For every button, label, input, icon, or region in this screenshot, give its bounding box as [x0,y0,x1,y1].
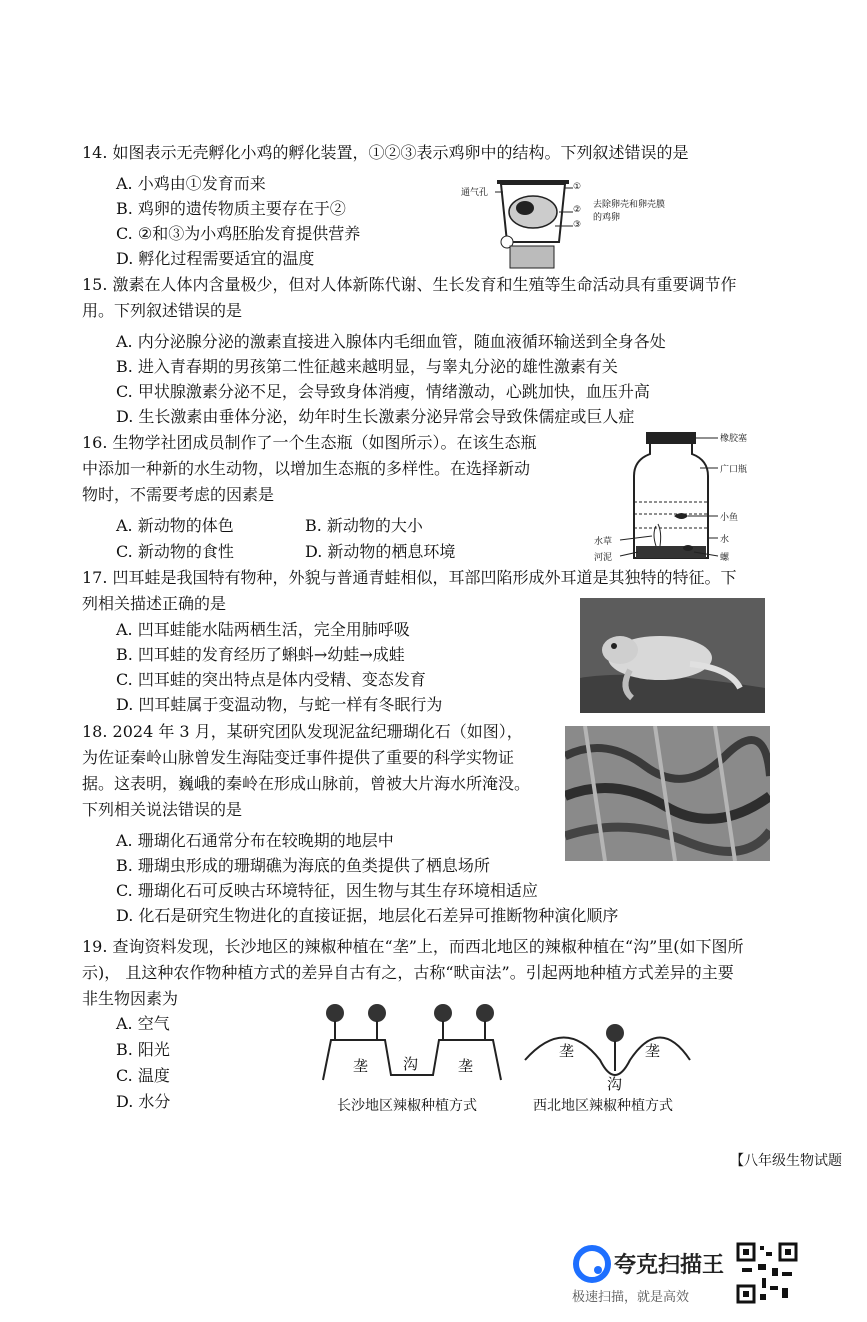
q15-option-a: A. 内分泌腺分泌的激素直接进入腺体内毛细血管，随血液循环输送到全身各处 [116,332,666,351]
q17-stem-line2: 列相关描述正确的是 [82,594,227,613]
scanner-logo-icon [572,1244,612,1284]
q19-stem-line2: 示)， 且这种农作物种植方式的差异自古有之，古称“畎亩法”。引起两地种植方式差异的主要 [82,963,734,982]
q15-stem-line2: 用。下列叙述错误的是 [82,301,243,320]
q19-option-b: B. 阳光 [116,1040,170,1059]
q14-incubator-figure [455,172,666,272]
q19-stem-line3: 非生物因素为 [82,989,179,1008]
egg-desc-label-1: 去除卵壳和卵壳膜 [593,200,666,210]
qr-code-icon [736,1242,798,1304]
q15-option-b: B. 进入青春期的男孩第二性征越来越明显，与睾丸分泌的雄性激素有关 [116,357,618,376]
q18-option-d: D. 化石是研究生物进化的直接证据，地层化石差异可推断物种演化顺序 [116,906,619,925]
q17-option-b: B. 凹耳蛙的发育经历了蝌蚪→幼蛙→成蛙 [116,645,405,664]
structure-2-label: ② [573,205,582,215]
q18-stem-line3: 据。这表明，巍峨的秦岭在形成山脉前，曾被大片海水所淹没。 [82,774,531,793]
q16-option-a: A. 新动物的体色 [116,516,234,535]
eco-jar-diagram [590,428,770,568]
structure-1-label: ① [573,182,582,192]
q19-option-c: C. 温度 [116,1066,170,1085]
water-label: 水 [720,535,730,545]
coral-fossil-photo [565,726,770,861]
changsha-ridge-2: 垄 [458,1057,474,1075]
q19-option-d: D. 水分 [116,1092,171,1111]
q17-option-c: C. 凹耳蛙的突出特点是体内受精、变态发育 [116,670,426,689]
mud-label: 河泥 [594,553,613,563]
q14-stem: 14. 如图表示无壳孵化小鸡的孵化装置，①②③表示鸡卵中的结构。下列叙述错误的是 [82,143,689,162]
northwest-ridge-1: 垄 [559,1042,575,1060]
weed-label: 水草 [594,537,613,547]
scanner-slogan: 极速扫描，就是高效 [572,1290,690,1305]
q16-option-d: D. 新动物的栖息环境 [305,542,456,561]
changsha-caption: 长沙地区辣椒种植方式 [337,1098,477,1114]
frog-photo [580,598,765,713]
q16-stem-line3: 物时，不需要考虑的因素是 [82,485,275,504]
q17-stem-line1: 17. 凹耳蛙是我国特有物种，外貌与普通青蛙相似，耳部凹陷形成外耳道是其独特的特征。下 [82,568,737,587]
q17-option-d: D. 凹耳蛙属于变温动物，与蛇一样有冬眠行为 [116,695,443,714]
changsha-ridge-1: 垄 [353,1057,369,1075]
coral-fossil-image [565,726,770,861]
q16-stem-line1: 16. 生物学社团成员制作了一个生态瓶（如图所示）。在该生态瓶 [82,433,537,452]
northwest-ditch: 沟 [607,1075,623,1093]
q18-stem-line2: 为佐证秦岭山脉曾发生海陆变迁事件提供了重要的科学实物证 [82,748,515,767]
q14-option-a: A. 小鸡由①发育而来 [116,174,266,193]
q18-option-c: C. 珊瑚化石可反映古环境特征，因生物与其生存环境相适应 [116,881,538,900]
q14-option-b: B. 鸡卵的遗传物质主要存在于② [116,199,346,218]
q16-eco-jar-figure [590,428,770,568]
q14-option-c: C. ②和③为小鸡胚胎发育提供营养 [116,224,361,243]
stopper-label: 橡胶塞 [720,434,748,444]
northwest-caption: 西北地区辣椒种植方式 [533,1098,673,1114]
q18-stem-line4: 下列相关说法错误的是 [82,800,243,819]
q15-option-d: D. 生长激素由垂体分泌，幼年时生长激素分泌异常会导致侏儒症或巨人症 [116,407,635,426]
q15-option-c: C. 甲状腺激素分泌不足，会导致身体消瘦，情绪激动，心跳加快，血压升高 [116,382,650,401]
q19-option-a: A. 空气 [116,1014,170,1033]
q17-option-a: A. 凹耳蛙能水陆两栖生活，完全用肺呼吸 [116,620,410,639]
changsha-ditch: 沟 [403,1055,419,1073]
scanner-watermark [570,1242,867,1312]
vent-label: 通气孔 [461,188,489,198]
q19-planting-figure [315,995,695,1120]
q18-stem-line1: 18. 2024 年 3 月，某研究团队发现泥盆纪珊瑚化石（如图）， [82,722,523,741]
q16-option-b: B. 新动物的大小 [305,516,423,535]
frog-image [580,598,765,713]
q16-option-c: C. 新动物的食性 [116,542,234,561]
northwest-ridge-2: 垄 [645,1042,661,1060]
fish-label: 小鱼 [720,513,739,523]
q15-stem-line1: 15. 激素在人体内含量极少，但对人体新陈代谢、生长发育和生殖等生命活动具有重要调节作 [82,275,737,294]
structure-3-label: ③ [573,220,582,230]
page-footer-label: 【八年级生物试题 [730,1153,842,1169]
q14-option-d: D. 孵化过程需要适宜的温度 [116,249,315,268]
jar-label: 广口瓶 [720,465,748,475]
q16-stem-line2: 中添加一种新的水生动物，以增加生态瓶的多样性。在选择新动 [82,459,531,478]
snail-label: 螺 [720,553,730,563]
q18-option-b: B. 珊瑚虫形成的珊瑚礁为海底的鱼类提供了栖息场所 [116,856,490,875]
q18-option-a: A. 珊瑚化石通常分布在较晚期的地层中 [116,831,394,850]
egg-desc-label-2: 的鸡卵 [593,213,621,223]
scanner-brand-name: 夸克扫描王 [614,1253,725,1278]
q19-stem-line1: 19. 查询资料发现，长沙地区的辣椒种植在“垄”上，而西北地区的辣椒种植在“沟”里(如下图所 [82,937,744,956]
